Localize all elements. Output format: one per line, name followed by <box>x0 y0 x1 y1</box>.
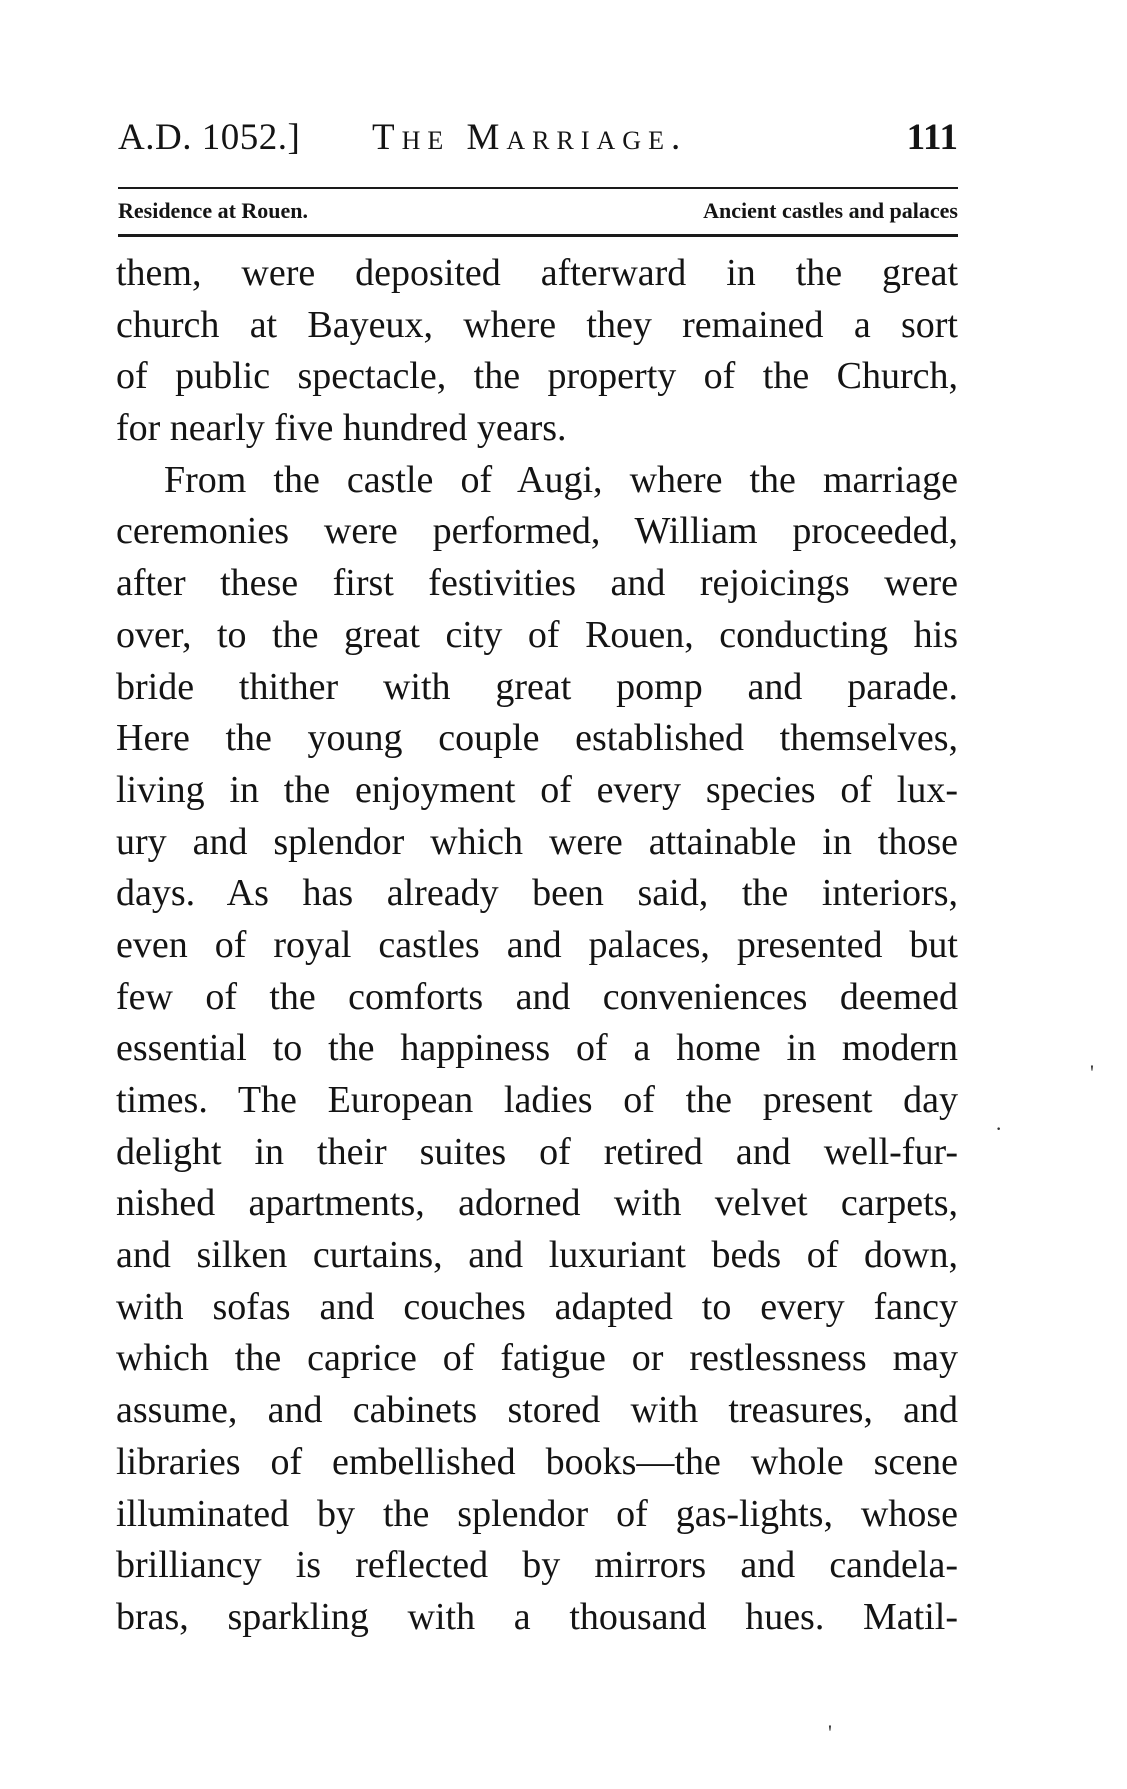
text-line: few of the comforts and conveniences deemed <box>116 975 958 1018</box>
text-line: brilliancy is reflected by mirrors and candela- <box>116 1544 958 1587</box>
text-line: even of royal castles and palaces, presented but <box>116 923 958 966</box>
text-line: bride thither with great pomp and parade. <box>116 665 958 708</box>
text-line: them, were deposited afterward in the great <box>116 252 958 294</box>
text-line: church at Bayeux, where they remained a sort <box>116 303 958 346</box>
page-number: 111 <box>906 117 958 158</box>
text-line: over, to the great city of Rouen, conducting his <box>116 613 958 656</box>
bottom-speck-mark: ' <box>828 1720 832 1745</box>
running-head <box>118 112 958 164</box>
text-line: bras, sparkling with a thousand hues. Matil- <box>116 1595 958 1638</box>
text-line: delight in their suites of retired and well-fur- <box>116 1130 958 1173</box>
header-rule-bottom <box>118 234 958 237</box>
text-line: ceremonies were performed, William proceeded, <box>116 510 958 553</box>
text-line: ury and splendor which were attainable in those <box>116 820 958 863</box>
text-line: with sofas and couches adapted to every fancy <box>116 1285 958 1328</box>
subhead-right-topic: Ancient castles and palaces <box>703 198 958 223</box>
text-line: of public spectacle, the property of the Church, <box>116 355 958 398</box>
text-line: illuminated by the splendor of gas-lights, whose <box>116 1492 958 1535</box>
subhead <box>118 194 958 228</box>
text-line: days. As has already been said, the interiors, <box>116 872 958 915</box>
text-line: libraries of embellished books—the whole scene <box>116 1440 958 1483</box>
running-head-date: A.D. 1052.] <box>118 117 301 158</box>
text-line: which the caprice of fatigue or restlessness may <box>116 1337 958 1380</box>
header-rule-top <box>118 187 958 189</box>
text-line: after these first festivities and rejoicings were <box>116 562 958 605</box>
body-text <box>116 248 958 1644</box>
text-line: for nearly five hundred years. <box>116 407 567 450</box>
margin-speck-mark: ' <box>1090 1060 1094 1085</box>
text-line: times. The European ladies of the present day <box>116 1079 958 1121</box>
text-line: nished apartments, adorned with velvet carpets, <box>116 1182 958 1225</box>
text-line: living in the enjoyment of every species of lux- <box>116 768 958 811</box>
text-line: Here the young couple established themselves, <box>116 717 958 760</box>
running-head-chapter-title: The Marriage. <box>372 117 688 158</box>
text-line: assume, and cabinets stored with treasures, and <box>116 1389 958 1432</box>
margin-dot-mark: · <box>995 1116 1003 1141</box>
text-line: essential to the happiness of a home in modern <box>116 1027 958 1070</box>
subhead-left-topic: Residence at Rouen. <box>118 198 309 223</box>
text-line: and silken curtains, and luxuriant beds of down, <box>116 1234 958 1277</box>
text-line: From the castle of Augi, where the marriage <box>164 458 958 501</box>
